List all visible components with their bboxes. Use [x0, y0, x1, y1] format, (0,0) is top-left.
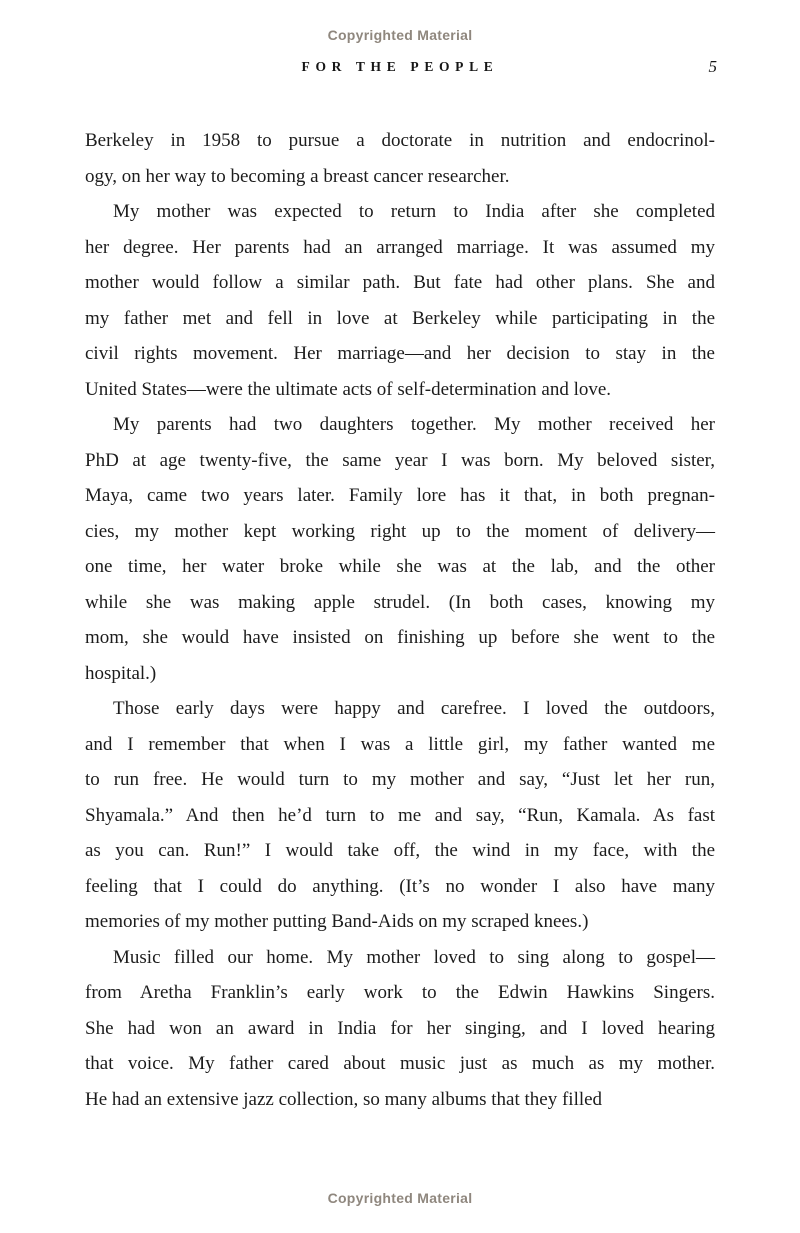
copyright-notice-bottom: Copyrighted Material — [327, 1190, 473, 1206]
text-line: while she was making apple strudel. (In both cases, knowing my — [85, 591, 715, 613]
running-header-title: FOR THE PEOPLE — [301, 59, 499, 74]
text-line: one time, her water broke while she was at the lab, and the other — [85, 556, 715, 577]
running-header-row — [85, 59, 715, 81]
text-line: Berkeley in 1958 to pursue a doctorate in nutrition and endocrinol- — [85, 130, 715, 151]
paragraph — [85, 123, 715, 194]
text-line: civil rights movement. Her marriage—and her decision to stay in the — [85, 343, 715, 364]
text-line: PhD at age twenty-five, the same year I was born. My beloved sister, — [85, 449, 715, 471]
text-line: to run free. He would turn to my mother and say, “Just let her run, — [85, 769, 715, 790]
text-line: that voice. My father cared about music just as much as my mother. — [85, 1053, 715, 1074]
page-body — [85, 123, 715, 1117]
copyright-notice-top: Copyrighted Material — [327, 27, 473, 43]
text-line: ogy, on her way to becoming a breast cancer researcher. — [85, 165, 510, 187]
text-line: Those early days were happy and carefree. I loved the outdoors, — [113, 698, 715, 719]
paragraph — [85, 691, 715, 940]
page-number: 5 — [708, 57, 717, 76]
text-line: memories of my mother putting Band-Aids on my scraped knees.) — [85, 911, 589, 932]
text-line: My mother was expected to return to India after she completed — [113, 201, 715, 222]
text-line: as you can. Run!” I would take off, the wind in my face, with the — [85, 840, 715, 861]
text-line: mom, she would have insisted on finishing up before she went to the — [85, 627, 715, 648]
text-line: my father met and fell in love at Berkeley while participating in the — [85, 307, 715, 329]
paragraph — [85, 940, 715, 1118]
text-line: hospital.) — [85, 662, 157, 684]
text-line: She had won an award in India for her singing, and I loved hearing — [85, 1017, 715, 1039]
text-line: and I remember that when I was a little girl, my father wanted me — [85, 733, 715, 755]
text-line: mother would follow a similar path. But fate had other plans. She and — [85, 272, 715, 293]
text-line: from Aretha Franklin’s early work to the Edwin Hawkins Singers. — [85, 982, 715, 1003]
text-line: Music filled our home. My mother loved to sing along to gospel— — [113, 946, 715, 968]
text-line: feeling that I could do anything. (It’s no wonder I also have many — [85, 875, 715, 897]
text-line: My parents had two daughters together. My mother received her — [113, 414, 715, 435]
text-line: Shyamala.” And then he’d turn to me and say, “Run, Kamala. As fast — [85, 804, 715, 826]
text-line: her degree. Her parents had an arranged marriage. It was assumed my — [85, 236, 715, 258]
paragraph — [85, 194, 715, 407]
text-line: cies, my mother kept working right up to the moment of delivery— — [85, 520, 715, 542]
text-line: Maya, came two years later. Family lore has it that, in both pregnan- — [85, 485, 715, 506]
text-line: United States—were the ultimate acts of self-determination and love. — [85, 378, 612, 400]
text-line: He had an extensive jazz collection, so many albums that they filled — [85, 1088, 603, 1110]
paragraph — [85, 407, 715, 691]
